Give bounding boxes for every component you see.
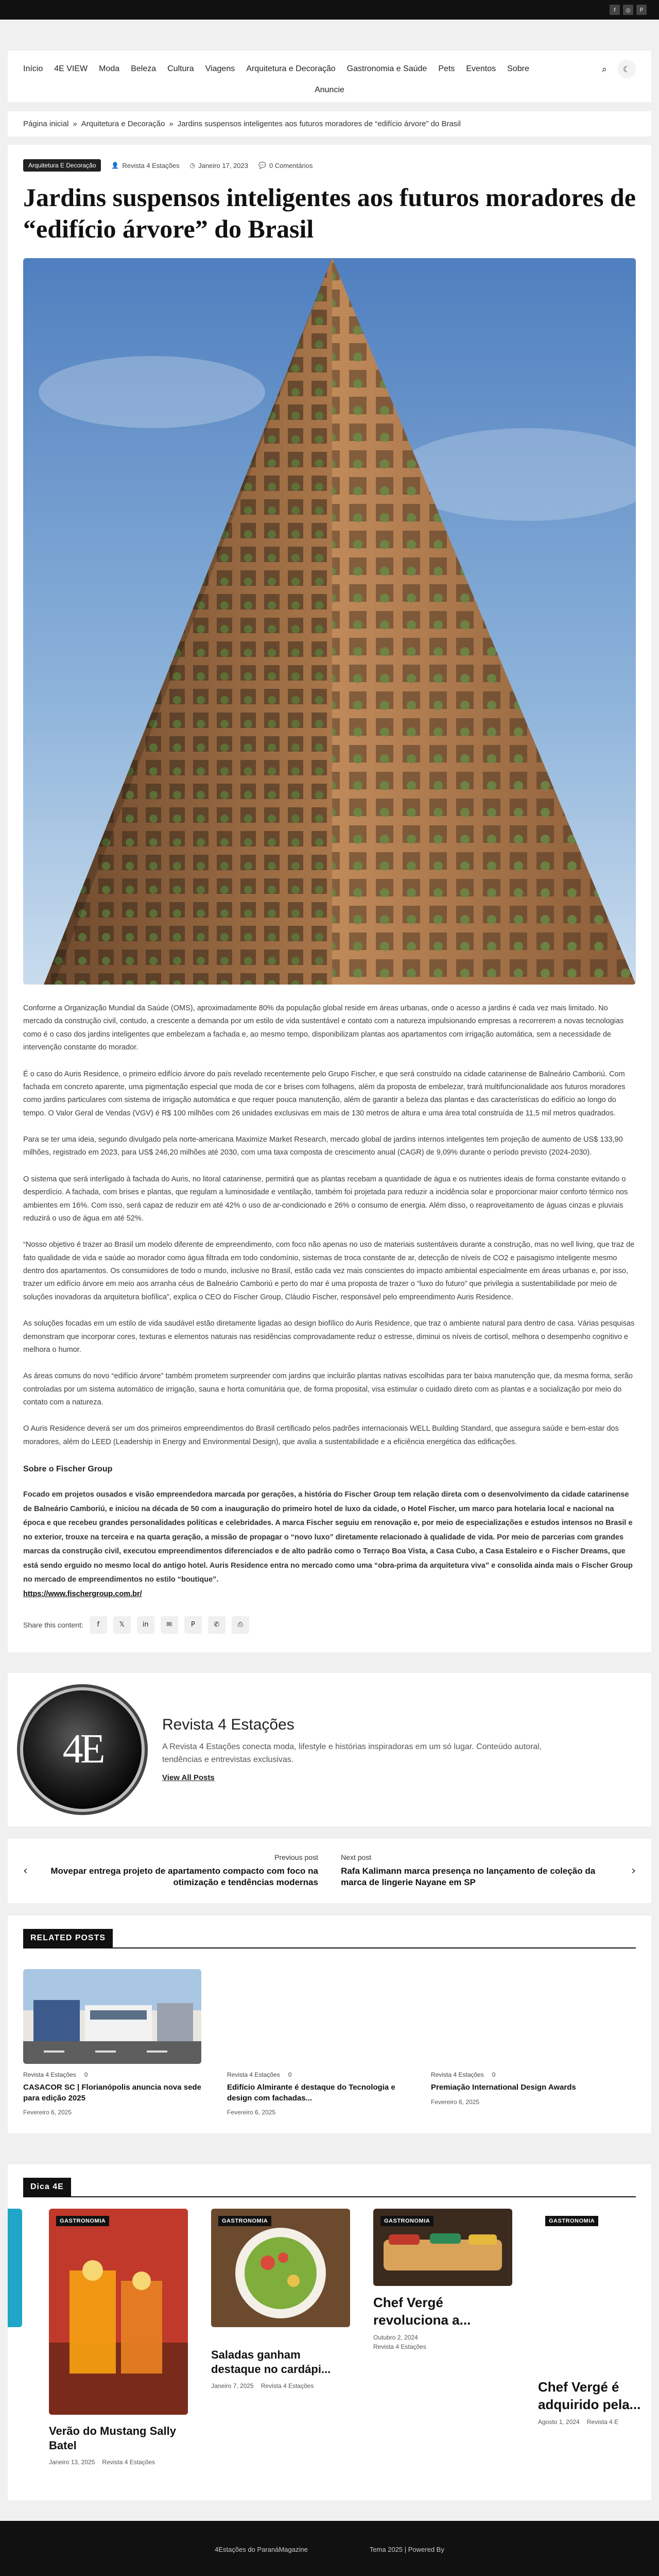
linkedin-icon[interactable]: in bbox=[137, 1616, 154, 1634]
about-heading: Sobre o Fischer Group bbox=[23, 1465, 113, 1474]
nav-item-cultura[interactable]: Cultura bbox=[167, 64, 194, 73]
nav-item-eventos[interactable]: Eventos bbox=[466, 64, 496, 73]
dica-tag[interactable]: GASTRONOMIA bbox=[56, 2216, 109, 2226]
post-navigation bbox=[8, 1839, 651, 1904]
breadcrumb-home[interactable]: Página inicial bbox=[23, 120, 69, 128]
related-post-title[interactable]: CASACOR SC | Florianópolis anuncia nova sede para edição 2025 bbox=[23, 2083, 201, 2103]
facebook-icon[interactable]: f bbox=[90, 1616, 107, 1634]
footer-copyright: 4Estações do ParanáMagazine bbox=[215, 2546, 308, 2554]
dica-author[interactable]: Revista 4 Estações bbox=[261, 2382, 314, 2390]
related-post-image[interactable] bbox=[227, 1969, 405, 2064]
dark-mode-toggle-icon[interactable]: ☾ bbox=[617, 60, 636, 78]
nav-item-arquitetura[interactable]: Arquitetura e Decoração bbox=[246, 64, 336, 73]
dica-card[interactable] bbox=[538, 2209, 641, 2426]
article-paragraph: As soluções focadas em um estilo de vida saudável estão diretamente ligadas ao design biofílico do Auris Residence, que traz o ambiente natural para dentro de casa. Várias pesquisas demonstram que incorporar cores, texturas e elementos naturais nas residências comprovadamente reduz o estresse, diminui os níveis de cortisol, melhora o desempenho cognitivo e melhora o humor. bbox=[23, 1319, 635, 1354]
dica-tag[interactable]: GASTRONOMIA bbox=[380, 2216, 433, 2226]
main-navigation bbox=[8, 50, 651, 102]
clock-icon: ◷ bbox=[189, 162, 196, 169]
related-post-date: Fevereiro 6, 2025 bbox=[227, 2108, 276, 2116]
page-title: Jardins suspensos inteligentes aos futuros moradores de “edifício árvore” do Brasil bbox=[23, 183, 636, 243]
dica-author[interactable]: Revista 4 Estações bbox=[102, 2459, 155, 2466]
dica-card[interactable] bbox=[49, 2209, 188, 2466]
user-icon: 👤 bbox=[111, 162, 119, 169]
category-badge[interactable]: Arquitetura E Decoração bbox=[23, 159, 101, 172]
related-post-image[interactable] bbox=[431, 1969, 609, 2064]
comment-count[interactable]: 0 Comentários bbox=[269, 161, 313, 170]
article-paragraph: Para se ter uma ideia, segundo divulgado pela norte-americana Maximize Market Research, mercado global de jardins internos inteligentes tem projeção de aumento de US$ 133,90 milhões, registrado em 2023, para US$ 246,20 milhões até 2030, com uma taxa composta de crescimento anual (CAGR) de 9,09% durante o período previsto (2024-2030). bbox=[23, 1136, 623, 1157]
nav-item-viagens[interactable]: Viagens bbox=[205, 64, 235, 73]
dica-4e-section bbox=[8, 2164, 651, 2500]
dica-card-edge[interactable] bbox=[8, 2209, 22, 2327]
dica-date: Outubro 2, 2024 bbox=[373, 2334, 418, 2342]
footer-credits[interactable]: Tema 2025 | Powered By bbox=[369, 2546, 444, 2554]
section-heading: RELATED POSTS bbox=[23, 1929, 113, 1947]
dica-title[interactable]: Chef Vergé revoluciona a... bbox=[373, 2294, 471, 2328]
related-post-card[interactable] bbox=[23, 1969, 201, 2116]
dica-author[interactable]: Revista 4 E bbox=[586, 2418, 619, 2426]
previous-post-link[interactable]: Previous post Movepar entrega projeto de apartamento compacto com foco na otimização e tendências modernas bbox=[50, 1853, 318, 1888]
related-author[interactable]: Revista 4 Estações bbox=[227, 2071, 280, 2079]
article-paragraph: O Auris Residence deverá ser um dos primeiros empreendimentos do Brasil certificado pelos padrões internacionais WELL Building Standard, que assegura saúde e bem-estar dos moradores, além do LEED (Leadership in Energy and Environmental Design), que avalia a sustentabilidade e a eficiência energética das edificações. bbox=[23, 1425, 619, 1446]
whatsapp-icon[interactable]: ✆ bbox=[208, 1616, 226, 1634]
dica-date: Janeiro 13, 2025 bbox=[49, 2459, 95, 2466]
related-post-card[interactable] bbox=[227, 1969, 405, 2116]
share-bar bbox=[23, 1616, 636, 1634]
site-footer bbox=[0, 2521, 659, 2576]
dica-tag[interactable]: GASTRONOMIA bbox=[218, 2216, 271, 2226]
nav-item-beleza[interactable]: Beleza bbox=[131, 64, 157, 73]
dica-image[interactable] bbox=[49, 2209, 188, 2415]
related-post-title[interactable]: Edifício Almirante é destaque do Tecnologia e design com fachadas... bbox=[227, 2083, 395, 2103]
related-author[interactable]: Revista 4 Estações bbox=[431, 2071, 484, 2079]
about-text: Focado em projetos ousados e visão empreendedora marcada por gerações, a história do Fischer Group tem relação direta com o desenvolvimento da cidade catarinense de Balneário Camboriú, e iniciou na década de 50 com a inauguração do primeiro hotel de luxo da cidade, o Hotel Fischer, um marco para hotelaria local e nacional na época e que recebeu grandes personalidades políticas e celebridades. A marca Fischer seguiu em renovação e, por meio de especializações e estudos intensos no Brasil e no exterior, trouxe na terceira e na quarta geração, a missão de propagar o “novo luxo” diretamente relacionado à qualidade de vida. Por meio de parcerias com grandes marcas da construção civil, executou empreendimentos diferenciados e de alto padrão como o Terraço Boa Vista, a Casa Cubo, a Casa Estaleiro e o Fischer Dreams, que está sendo erguido no mesmo local do antigo hotel. Auris Residence entra no mercado como uma “obra-prima da arquitetura viva” e consolida ainda mais o Fischer Group no mercado de empreendimentos no estilo “boutique”. https://www.fischergroup.com.br/ bbox=[23, 1490, 633, 1598]
related-post-image[interactable] bbox=[23, 1969, 201, 2064]
breadcrumb-category[interactable]: Arquitetura e Decoração bbox=[81, 120, 165, 128]
author-name[interactable]: Revista 4 Estações bbox=[122, 161, 180, 170]
next-post-link[interactable]: Next post Rafa Kalimann marca presença no lançamento de coleção da marca de lingerie Nayane em SP bbox=[341, 1853, 596, 1888]
share-label: Share this content: bbox=[23, 1620, 83, 1629]
dica-title[interactable]: Chef Vergé é adquirido pela... bbox=[538, 2379, 641, 2412]
article-paragraph: “Nosso objetivo é trazer ao Brasil um modelo diferente de empreendimento, com foco não apenas no uso de materiais sustentáveis durante a construção, mas no well living, que traz de fato qualidade de vida e saúde ao morador como água filtrada em todo condomínio, sistemas de troca constante de ar, detecção de níveis de CO2 e paisagismo inteligente mesmo dentro dos apartamentos. Os consumidores de todo o mundo, inclusive no Brasil, estão cada vez mais conscientes do impacto ambiental especialmente em áreas urbanas e, por isso, trazer um edifício árvore em meio aos arranha céus de Balneário Camboriú e perto do mar é uma proposta de trazer o “luxo do futuro” que privilegia a sustentabilidade por meio de soluções inovadoras da arquitetura biofílica”, explica o CEO do Fischer Group, Cláudio Fischer, responsável pelo empreendimento Auris Residence. bbox=[23, 1241, 635, 1301]
view-all-posts-link[interactable]: View All Posts bbox=[162, 1773, 215, 1783]
nav-item-anuncie[interactable]: Anuncie bbox=[315, 86, 344, 94]
dica-image[interactable] bbox=[373, 2209, 512, 2286]
dica-title[interactable]: Saladas ganham destaque no cardápi... bbox=[211, 2348, 331, 2376]
search-icon[interactable]: ⌕ bbox=[601, 63, 607, 75]
breadcrumb-separator: » bbox=[169, 120, 174, 128]
nav-item-moda[interactable]: Moda bbox=[99, 64, 120, 73]
nav-item-pets[interactable]: Pets bbox=[438, 64, 455, 73]
dica-image[interactable] bbox=[8, 2209, 22, 2327]
author-box-description: A Revista 4 Estações conecta moda, lifestyle e histórias inspiradoras em um só lugar. Conteúdo autoral, tendências e entrevistas exclusivas. bbox=[162, 1742, 542, 1764]
related-author[interactable]: Revista 4 Estações bbox=[23, 2071, 76, 2079]
dica-card[interactable] bbox=[211, 2209, 350, 2389]
author-box bbox=[8, 1673, 651, 1826]
breadcrumb-separator: » bbox=[73, 120, 77, 128]
chevron-right-icon[interactable]: › bbox=[631, 1864, 636, 1877]
instagram-icon[interactable]: ◎ bbox=[623, 5, 633, 15]
article-paragraph: O sistema que será interligado à fachada do Auris, no litoral catarinense, permitirá que as plantas recebam a quantidade de água e os nutrientes ideais de forma constante evitando o desperdício. A fachada, com brises e plantas, que regulam a luminosidade e ventilação, também foi projetada para reduzir a incidência solar e proporcionar maior conforto térmico nos ambientes em 16%. Com isso, será capaz de reduzir em até 42% o uso de ar-condicionado e 26% o consumo de energia. Além disso, o reaproveitamento de águas cinzas e pluviais reduzirá o uso de água em até 52%. bbox=[23, 1175, 628, 1223]
article-paragraph: É o caso do Auris Residence, o primeiro edifício árvore do país revelado recentemente pelo Grupo Fischer, e que será construído na cidade catarinense de Balneário Camboriú. Com fachada em concreto aparente, uma pigmentação especial que moda de cor e brises com folhagens, além da proposta de embelezar, trará multifuncionalidade aos futuros moradores como jardins particulares com sistema de irrigação automática e que requer pouca manutenção, além de garantir a beleza das plantas e das características do edifício ao longo do tempo. O Valor Geral de Vendas (VGV) é R$ 100 milhões com 26 unidades exclusivas em mais de 130 metros de altura e uma área total construída de 11,5 mil metros quadrados. bbox=[23, 1070, 626, 1117]
dica-title[interactable]: Verão do Mustang Sally Batel bbox=[49, 2424, 176, 2452]
article-paragraph: As áreas comuns do novo “edifício árvore” também prometem surpreender com jardins que incluirão plantas nativas escolhidas para ter baixa manutenção que, da mesma forma, serão controladas por um sistema automático de irrigação, sauna e horta comunitária que, de forma proposital, visa estimular o cuidado direto com as plantas e a socialização por meio do contato com a natureza. bbox=[23, 1372, 633, 1406]
article-paragraph: Conforme a Organização Mundial da Saúde (OMS), aproximadamente 80% da população global reside em áreas urbanas, onde o acesso a jardins é cada vez mais limitado. No mercado da construção civil, contudo, a crescente a demanda por um estilo de vida sustentável e contato com a natureza impulsionando empresas a recorrerem a novas tecnologias como é o caso dos jardins inteligentes que embelezam a fachada e, ao mesmo tempo, disponibilizam plantas aos apartamentos com irrigação automática, sem a necessidade de intervenção constante do morador. bbox=[23, 1004, 624, 1052]
email-icon[interactable]: ✉ bbox=[161, 1616, 178, 1634]
print-icon[interactable]: ⎙ bbox=[232, 1616, 249, 1634]
nav-menu bbox=[23, 62, 529, 76]
pinterest-icon[interactable]: P bbox=[636, 5, 647, 15]
facebook-icon[interactable]: f bbox=[610, 5, 620, 15]
chevron-left-icon[interactable]: ‹ bbox=[23, 1864, 28, 1877]
related-comments[interactable]: 0 bbox=[288, 2071, 292, 2079]
hero-image bbox=[23, 258, 636, 985]
comment-icon: 💬 bbox=[258, 162, 266, 169]
top-bar bbox=[0, 0, 659, 20]
related-comments[interactable]: 0 bbox=[492, 2071, 496, 2079]
dica-tag[interactable]: GASTRONOMIA bbox=[545, 2216, 598, 2226]
dica-date: Janeiro 7, 2025 bbox=[211, 2382, 254, 2390]
related-post-title[interactable]: Premiação International Design Awards bbox=[431, 2083, 576, 2092]
dica-image[interactable] bbox=[211, 2209, 350, 2327]
related-comments[interactable]: 0 bbox=[84, 2071, 88, 2079]
x-icon[interactable]: 𝕏 bbox=[113, 1616, 131, 1634]
nav-item-sobre[interactable]: Sobre bbox=[507, 64, 529, 73]
fischer-link[interactable]: https://www.fischergroup.com.br/ bbox=[23, 1589, 142, 1598]
author-box-name[interactable]: Revista 4 Estações bbox=[162, 1716, 294, 1733]
article bbox=[8, 145, 651, 1652]
dica-image[interactable] bbox=[538, 2209, 641, 2374]
pinterest-icon[interactable]: P bbox=[184, 1616, 202, 1634]
nav-item-4e-view[interactable]: 4E VIEW bbox=[54, 64, 88, 73]
dica-date: Agosto 1, 2024 bbox=[538, 2418, 580, 2426]
section-heading: Dica 4E bbox=[23, 2178, 71, 2196]
dica-author[interactable]: Revista 4 Estações bbox=[373, 2343, 426, 2351]
related-posts bbox=[8, 1916, 651, 2133]
dica-card[interactable] bbox=[373, 2209, 512, 2351]
post-date: Janeiro 17, 2023 bbox=[198, 161, 248, 170]
nav-item-gastronomia[interactable]: Gastronomia e Saúde bbox=[346, 64, 427, 73]
related-post-card[interactable] bbox=[431, 1969, 609, 2116]
nav-item-inicio[interactable]: Início bbox=[23, 64, 43, 73]
article-body bbox=[23, 1002, 636, 1602]
related-post-date: Fevereiro 6, 2025 bbox=[431, 2098, 480, 2106]
breadcrumb-current: Jardins suspensos inteligentes aos futuros moradores de “edifício árvore” do Brasil bbox=[177, 120, 461, 128]
breadcrumb bbox=[8, 111, 651, 137]
author-avatar[interactable]: 4E bbox=[23, 1690, 142, 1809]
related-post-date: Fevereiro 6, 2025 bbox=[23, 2108, 72, 2116]
